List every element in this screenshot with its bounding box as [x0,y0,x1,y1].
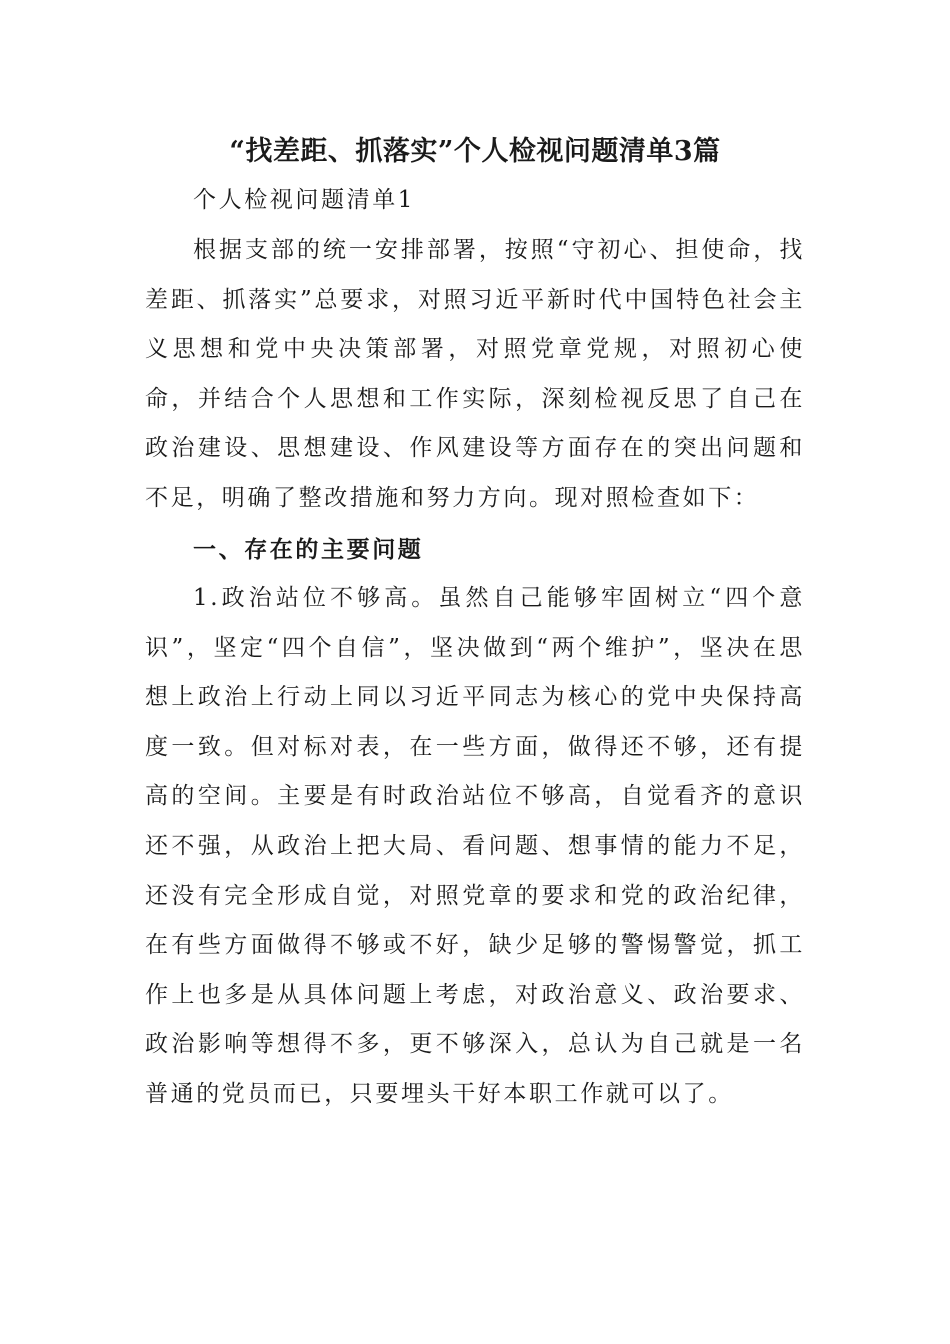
document-title: “找差距、抓落实”个人检视问题清单3篇 [229,136,721,167]
intro-paragraph: 根据支部的统一安排部署，按照“守初心、担使命，找差距、抓落实”总要求，对照习近平新时代中国特色社会主义思想和党中央决策部署，对照党章党规，对照初心使命，并结合个人思想和工作实际，深刻检视反思了自己在政治建设、思想建设、作风建设等方面存在的突出问题和不足，明确了整改措施和努力方向。现对照检查如下： [145,237,805,511]
body-paragraph: 1.政治站位不够高。虽然自己能够牢固树立“四个意识”，坚定“四个自信”，坚决做到“两个维护”，坚决在思想上政治上行动上同以习近平同志为核心的党中央保持高度一致。但对标对表，在一些方面，做得还不够，还有提高的空间。主要是有时政治站位不够高，自觉看齐的意识还不强，从政治上把大局、看问题、想事情的能力不足，还没有完全形成自觉，对照党章的要求和党的政治纪律，在有些方面做得不够或不好，缺少足够的警惕警觉，抓工作上也多是从具体问题上考虑，对政治意义、政治要求、政治影响等想得不多，更不够深入，总认为自己就是一名普通的党员而已，只要埋头干好本职工作就可以了。 [145,585,805,1107]
section-heading: 一、存在的主要问题 [193,536,424,563]
document-subtitle: 个人检视问题清单1 [193,187,416,213]
